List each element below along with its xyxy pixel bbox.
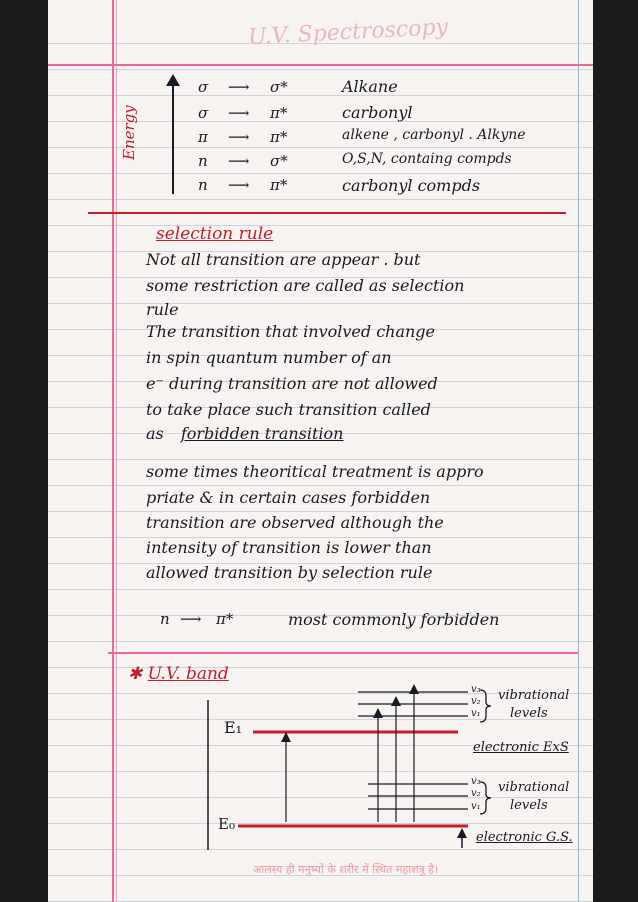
energy-axis-arrowhead <box>166 74 180 86</box>
transition-arrow: ⟶ <box>228 152 250 170</box>
selection-p3-line: allowed transition by selection rule <box>146 563 433 582</box>
example-to: π* <box>216 610 234 628</box>
transition-arrow: ⟶ <box>228 176 250 194</box>
transition-arrow: ⟶ <box>228 128 250 146</box>
notebook-page <box>48 0 593 902</box>
transition-to: σ* <box>270 78 288 96</box>
upper-v1-label: v₁ <box>471 708 481 719</box>
transition-to: π* <box>270 128 288 146</box>
lower-v1-label: v₁ <box>471 801 481 812</box>
selection-p2-line-last <box>146 424 343 443</box>
selection-p2-line: e⁻ during transition are not allowed <box>146 374 438 393</box>
transition-arrowhead <box>391 696 401 706</box>
selection-p1-line: some restriction are called as selection <box>146 276 465 295</box>
upper-brace-label: levels <box>510 706 548 721</box>
lower-brace-icon <box>480 782 491 814</box>
uv-band-title: U.V. band <box>147 664 229 684</box>
footer-motto: आलस्य ही मनुष्यों के शरीर में स्थित महाशत्रु है। <box>253 863 439 876</box>
selection-p3-line: transition are observed although the <box>146 513 444 532</box>
selection-rule-heading: selection rule <box>156 224 274 244</box>
selection-p1-line: rule <box>146 300 179 319</box>
transition-desc: carbonyl compds <box>342 176 481 195</box>
transition-desc: alkene , carbonyl . Alkyne <box>342 127 526 143</box>
lower-brace-label: vibrational <box>498 780 570 795</box>
lower-v2-label: v₂ <box>471 788 481 799</box>
upper-brace-label: vibrational <box>498 688 570 703</box>
upper-v2-label: v₂ <box>471 696 481 707</box>
transition-arrow: ⟶ <box>228 104 250 122</box>
transition-from: σ <box>198 104 209 122</box>
selection-p3-line: intensity of transition is lower than <box>146 538 432 557</box>
lower-state-label: electronic G.S. <box>476 830 573 845</box>
selection-p2-prefix: as <box>146 424 164 443</box>
example-arrow: ⟶ <box>180 610 202 628</box>
lower-brace-label: levels <box>510 798 548 813</box>
page-title: U.V. Spectroscopy <box>247 14 449 51</box>
gs-arrowhead <box>457 828 467 838</box>
selection-p2-line: The transition that involved change <box>146 322 436 341</box>
e1-label: E₁ <box>224 718 243 737</box>
section-divider <box>108 652 578 654</box>
lower-v3-label: v₃ <box>471 776 481 787</box>
selection-p3-line: priate & in certain cases forbidden <box>146 488 431 507</box>
forbidden-transition-term: forbidden transition <box>180 424 344 443</box>
transition-arrowhead <box>409 684 419 694</box>
transition-desc: O,S,N, containg compds <box>342 151 512 167</box>
selection-p2-line: in spin quantum number of an <box>146 348 392 367</box>
bullet-star-icon: ✱ <box>128 664 148 684</box>
selection-p2-line: to take place such transition called <box>146 400 431 419</box>
transition-from: n <box>198 176 208 194</box>
example-note: most commonly forbidden <box>288 610 500 629</box>
e0-label: E₀ <box>218 815 235 833</box>
transition-from: σ <box>198 78 209 96</box>
example-from: n <box>160 610 170 628</box>
transition-to: π* <box>270 176 288 194</box>
transition-to: σ* <box>270 152 288 170</box>
top-rule <box>48 64 593 66</box>
section-divider <box>88 212 566 214</box>
energy-axis-label: Energy <box>120 105 138 160</box>
upper-brace-icon <box>480 690 491 722</box>
transition-from: n <box>198 152 208 170</box>
transition-arrowhead <box>373 708 383 718</box>
energy-axis-line <box>172 84 174 194</box>
transition-from: π <box>198 128 208 146</box>
transition-desc: carbonyl <box>342 103 413 122</box>
selection-p1-line: Not all transition are appear . but <box>146 250 421 269</box>
transition-to: π* <box>270 104 288 122</box>
upper-state-label: electronic ExS <box>473 740 569 755</box>
selection-p3-line: some times theoritical treatment is appro <box>146 462 484 481</box>
upper-v3-label: v₃ <box>471 684 481 695</box>
transition-arrow: ⟶ <box>228 78 250 96</box>
transition-desc: Alkane <box>342 77 398 96</box>
